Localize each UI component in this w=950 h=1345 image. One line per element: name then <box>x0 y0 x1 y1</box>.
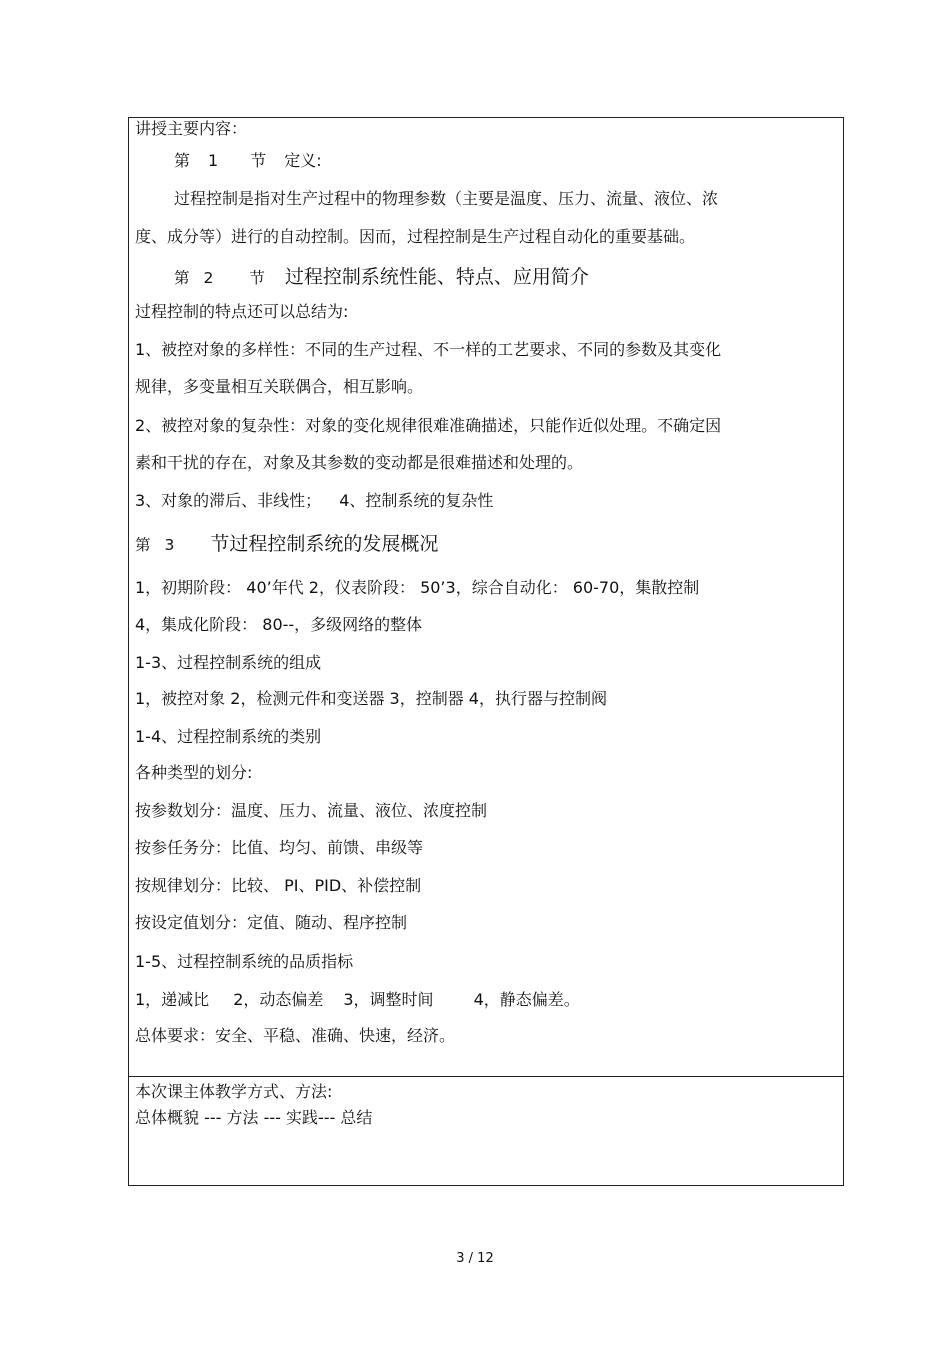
quality-item-1: 1，递减比 <box>135 990 210 1009</box>
quality-items <box>135 990 580 1010</box>
section-1-title: 定义: <box>284 151 322 170</box>
category-by-setpoint: 按设定值划分：定值、随动、程序控制 <box>135 913 408 932</box>
overall-requirements: 总体要求：安全、平稳、准确、快速，经济。 <box>135 1026 456 1045</box>
category-by-law: 按规律划分：比较、 PI、PID、补偿控制 <box>135 876 422 895</box>
category-by-parameter: 按参数划分：温度、压力、流量、液位、浓度控制 <box>135 801 488 820</box>
page-number: 3 / 12 <box>456 1251 494 1266</box>
feature-2-line-2: 素和干扰的存在，对象及其参数的变动都是很难描述和处理的。 <box>135 453 584 472</box>
section-2-prefix: 第 <box>174 269 190 287</box>
feature-1-line-1: 1、被控对象的多样性：不同的生产过程、不一样的工艺要求、不同的参数及其变化 <box>135 340 722 359</box>
composition-title: 1-3、过程控制系统的组成 <box>135 653 322 672</box>
method-title: 本次课主体教学方式、方法: <box>135 1082 333 1101</box>
category-by-task: 按参任务分：比值、均匀、前馈、串级等 <box>135 838 424 857</box>
table-divider <box>129 1076 843 1077</box>
section-3-title: 节过程控制系统的发展概况 <box>210 533 439 555</box>
category-intro: 各种类型的划分: <box>135 763 253 782</box>
quality-item-4: 4，静态偏差。 <box>473 990 580 1009</box>
composition-items: 1，被控对象 2，检测元件和变送器 3，控制器 4，执行器与控制阀 <box>135 689 607 708</box>
definition-line-1: 过程控制是指对生产过程中的物理参数（主要是温度、压力、流量、液位、浓 <box>174 189 719 208</box>
section-2-title: 过程控制系统性能、特点、应用简介 <box>284 266 589 288</box>
section-1-prefix: 第 <box>174 151 191 170</box>
category-title: 1-4、过程控制系统的类别 <box>135 727 322 746</box>
definition-line-2: 度、成分等）进行的自动控制。因而，过程控制是生产过程自动化的重要基础。 <box>135 227 696 246</box>
section-2-heading <box>174 265 589 290</box>
feature-4: 4、控制系统的复杂性 <box>339 491 494 510</box>
section-2-suffix: 节 <box>249 269 265 287</box>
content-heading: 讲授主要内容： <box>135 119 248 138</box>
features-intro: 过程控制的特点还可以总结为: <box>135 302 349 321</box>
section-2-number: 2 <box>203 269 214 287</box>
method-text: 总体概貌 --- 方法 --- 实践--- 总结 <box>135 1108 373 1127</box>
development-line-2: 4，集成化阶段： 80--，多级网络的整体 <box>135 615 423 634</box>
features-3-4 <box>135 491 493 511</box>
feature-1-line-2: 规律，多变量相互关联偶合，相互影响。 <box>135 377 424 396</box>
quality-item-3: 3，调整时间 <box>343 990 434 1009</box>
development-line-1: 1，初期阶段： 40’年代 2，仪表阶段： 50’3，综合自动化： 60-70，集散控制 <box>135 578 700 597</box>
feature-3: 3、对象的滞后、非线性； <box>135 491 322 510</box>
feature-2-line-1: 2、被控对象的复杂性：对象的变化规律很难准确描述，只能作近似处理。不确定因 <box>135 416 722 435</box>
quality-item-2: 2，动态偏差 <box>233 990 324 1009</box>
section-3-prefix: 第 <box>135 536 151 554</box>
section-1-number: 1 <box>208 151 219 170</box>
section-3-heading <box>135 532 438 557</box>
section-1-heading <box>174 151 322 171</box>
section-3-number: 3 <box>164 536 175 554</box>
section-1-suffix: 节 <box>250 151 267 170</box>
quality-title: 1-5、过程控制系统的品质指标 <box>135 952 354 971</box>
